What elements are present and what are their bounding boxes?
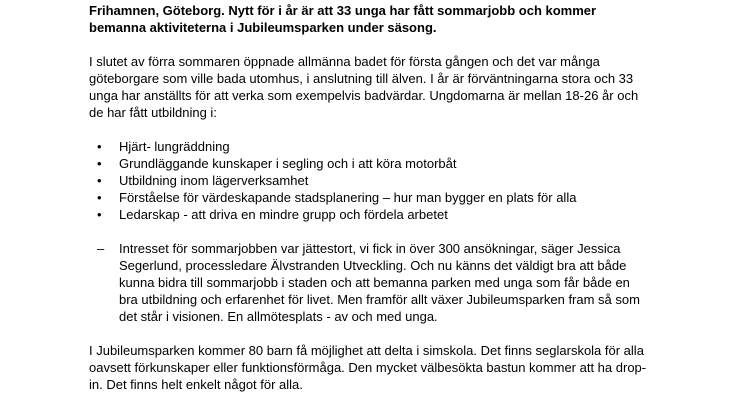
list-item (89, 206, 649, 223)
document-page (89, 2, 649, 410)
list-item-text: Utbildning inom lägerverksamhet (119, 173, 309, 188)
quote-paragraph (89, 240, 649, 325)
list-item-text: Grundläggande kunskaper i segling och i att köra motorbåt (119, 156, 457, 171)
list-item (89, 189, 649, 206)
list-item-text: Hjärt- lungräddning (119, 139, 230, 154)
bullet-icon: • (97, 139, 102, 154)
intro-paragraph: I slutet av förra sommaren öppnade allmänna badet för första gången och det var många göteborgare som ville bada utomhus, i anslutning till älven. I år är förväntningarna stora och 33 unga har anställts för att verka som exempelvis badvärdar. Ungdomarna är mellan 18-26 år och de har fått utbildning i: (89, 54, 639, 120)
bullet-icon: • (97, 207, 102, 222)
quote-text: Intresset för sommarjobben var jättestort, vi fick in över 300 ansökningar, säger Jessica Segerlund, processledare Älvstranden Utveckling. Och nu känns det väldigt bra att både kunna bidra till sommarjobb i staden och att bemanna parken med unga som får både en bra utbildning och erfarenhet för livet. Men framför allt växer Jubileumsparken fram så som det står i visionen. En allmötesplats - av och med unga. (119, 241, 640, 324)
lead-paragraph: Frihamnen, Göteborg. Nytt för i år är att 33 unga har fått sommarjobb och kommer bemanna aktiviteterna i Jubileumsparken under säsong. (89, 3, 597, 35)
list-item (89, 138, 649, 155)
training-list (89, 138, 649, 223)
bullet-icon: • (97, 190, 102, 205)
dash-icon: – (97, 241, 105, 256)
bullet-icon: • (97, 156, 102, 171)
bullet-icon: • (97, 173, 102, 188)
list-item (89, 155, 649, 172)
list-item-text: Förståelse för värdeskapande stadsplanering – hur man bygger en plats för alla (119, 190, 577, 205)
list-item-text: Ledarskap - att driva en mindre grupp och fördela arbetet (119, 207, 448, 222)
closing-paragraph: I Jubileumsparken kommer 80 barn få möjlighet att delta i simskola. Det finns seglarskola för alla oavsett förkunskaper eller funktionsförmåga. Den mycket välbesökta bastun kommer att ha drop-in. Det finns helt enkelt något för alla. (89, 343, 647, 392)
list-item (89, 172, 649, 189)
